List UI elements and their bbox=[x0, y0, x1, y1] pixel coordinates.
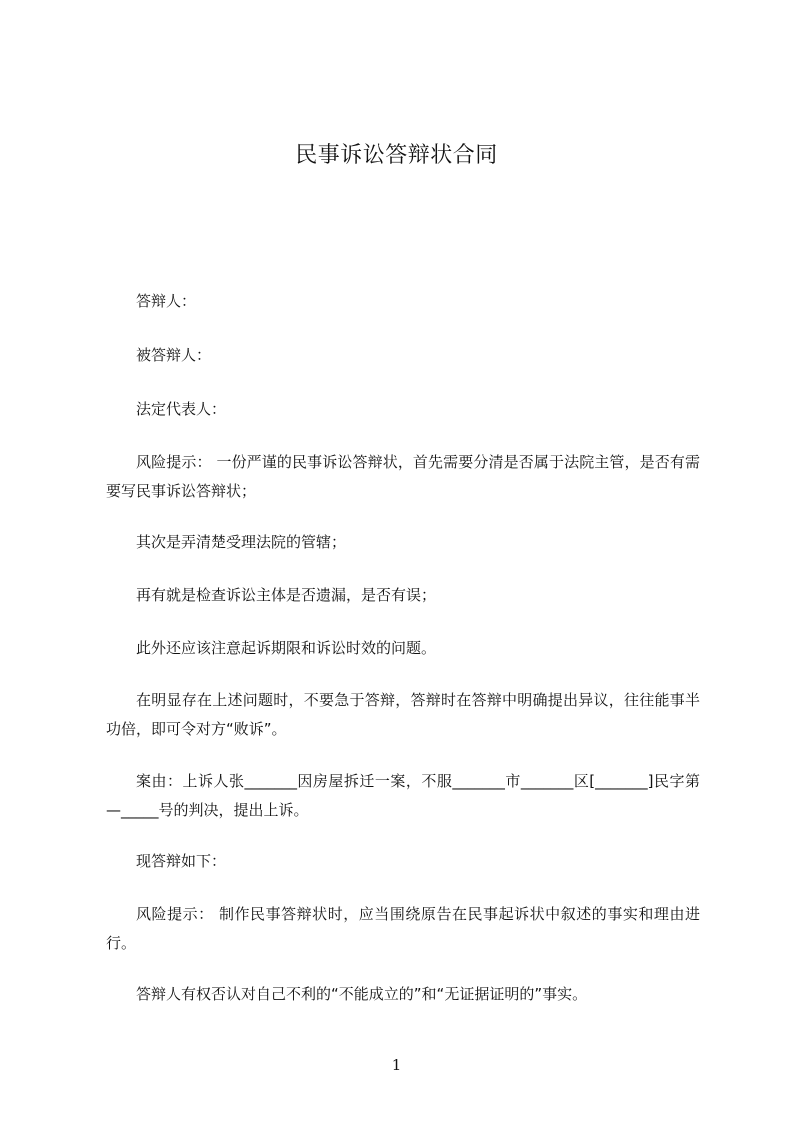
paragraph-case-cause: 案由：上诉人张_______因房屋拆迁一案，不服_______市_______区[_______]民字第—_____号的判决，提出上诉。 bbox=[106, 772, 700, 819]
paragraph-limitation: 此外还应该注意起诉期限和诉讼时效的问题。 bbox=[136, 639, 437, 657]
paragraph-appellee: 被答辩人： bbox=[136, 346, 212, 364]
paragraph-legal-representative: 法定代表人： bbox=[136, 400, 227, 418]
paragraph-parties-check: 再有就是检查诉讼主体是否遗漏，是否有误； bbox=[136, 586, 437, 604]
paragraph-risk-notice-1: 风险提示： 一份严谨的民事诉讼答辩状，首先需要分清是否属于法院主管，是否有需要写民事诉讼答辩状； bbox=[106, 453, 700, 500]
paragraph-risk-notice-2: 风险提示： 制作民事答辩状时，应当围绕原告在民事起诉状中叙述的事实和理由进行。 bbox=[106, 905, 700, 952]
page-number: 1 bbox=[391, 1056, 402, 1074]
document-title: 民事诉讼答辩状合同 bbox=[295, 143, 498, 168]
paragraph-defense-intro: 现答辩如下： bbox=[136, 852, 227, 870]
paragraph-objection: 在明显存在上述问题时，不要急于答辩，答辩时在答辩中明确提出异议，往往能事半功倍，即可令对方“败诉”。 bbox=[106, 691, 700, 738]
paragraph-jurisdiction: 其次是弄清楚受理法院的管辖； bbox=[136, 533, 347, 551]
paragraph-right-to-deny: 答辩人有权否认对自己不利的“不能成立的”和“无证据证明的”事实。 bbox=[136, 985, 588, 1003]
paragraph-respondent: 答辩人： bbox=[136, 292, 197, 310]
